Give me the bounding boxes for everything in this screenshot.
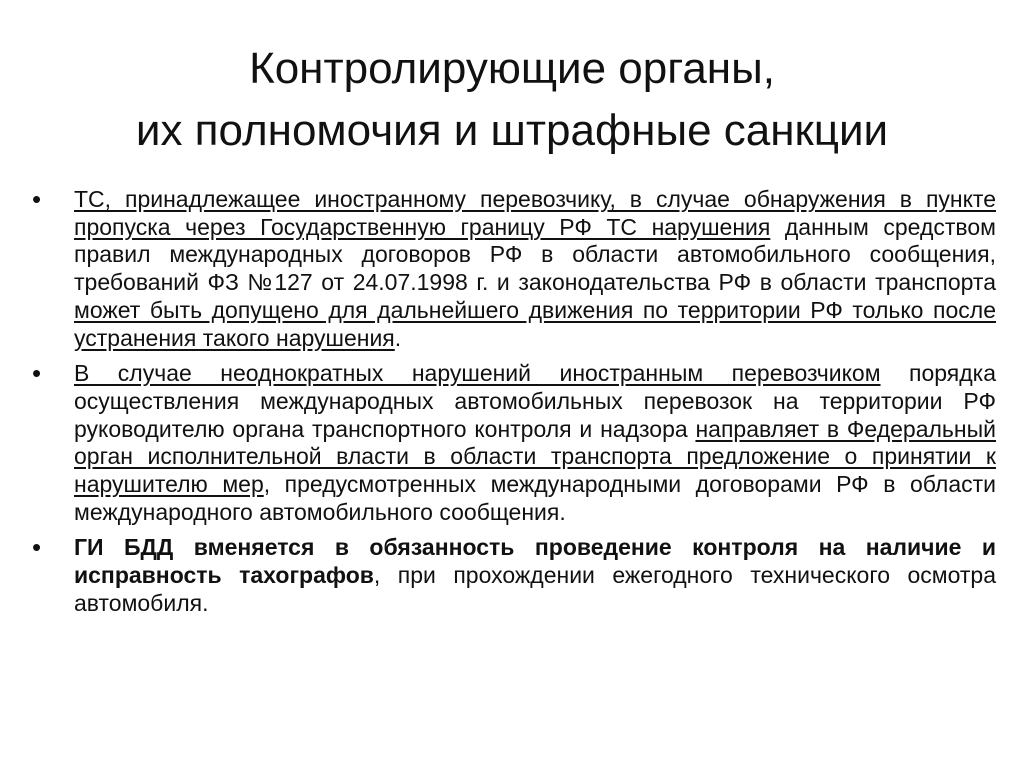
bullet-3-bold: ГИ БДД вменяется в обязанность проведение контроля на наличие и исправность тахографов xyxy=(74,534,996,589)
bullet-icon: • xyxy=(32,532,42,563)
bullet-item-1 xyxy=(30,186,996,352)
bullet-3-text-1: , при прохождении ежегодного технического осмотра автомобиля. xyxy=(74,562,997,616)
bullet-list xyxy=(30,186,996,626)
bullet-2-underlined-2: направляет в Федеральный орган исполнительной власти в области транспорта предложение о принятии к нарушителю мер xyxy=(74,415,996,498)
bullet-2-underlined-1: В случае неоднократных нарушений иностранным перевозчиком xyxy=(74,360,881,387)
bullet-icon: • xyxy=(32,184,42,214)
slide-title xyxy=(40,38,984,162)
bullet-item-3 xyxy=(30,534,996,617)
title-line-1: Контролирующие органы, xyxy=(249,44,775,93)
bullet-icon: • xyxy=(32,358,42,389)
bullet-item-2 xyxy=(30,360,996,526)
title-line-2: их полномочия и штрафные санкции xyxy=(135,106,889,155)
bullet-1-underlined-2: может быть допущено для дальнейшего движения по территории РФ только после устранения такого нарушения xyxy=(74,296,996,351)
bullet-1-text-1: данным средством правил международных договоров РФ в области автомобильного сообщения, требований ФЗ №127 от 24.07.1998 г. и законодательства РФ в области транспорта xyxy=(74,213,996,296)
bullet-1-underlined-1: ТС, принадлежащее иностранному перевозчику, в случае обнаружения в пункте пропуска через Государственную границу РФ ТС нарушения xyxy=(74,186,996,240)
bullet-2-text-1: порядка осуществления международных автомобильных перевозок на территории РФ руководителю органа транспортного контроля и надзора xyxy=(74,360,997,442)
bullet-1-text-2: . xyxy=(394,324,402,351)
bullet-2-text-2: , предусмотренных международными договорами РФ в области международного автомобильного сообщения. xyxy=(74,471,996,525)
